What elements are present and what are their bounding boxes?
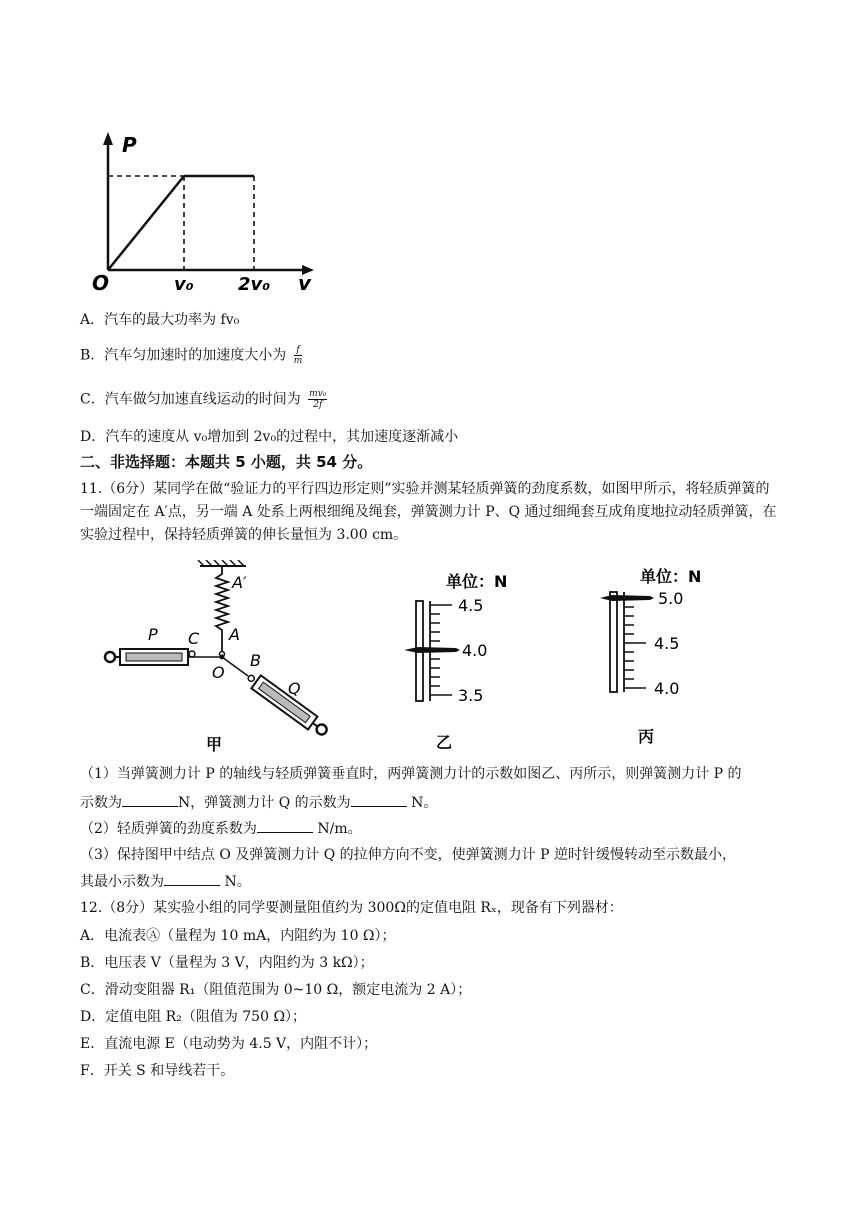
q11-part2 bbox=[80, 818, 362, 839]
label-o: O bbox=[212, 663, 225, 682]
spring-scale-p bbox=[105, 649, 198, 665]
q12-item-c: C．滑动变阻器 R₁（阻值范围为 0~10 Ω，额定电流为 2 A）； bbox=[80, 982, 472, 998]
ramp-line bbox=[108, 176, 184, 270]
option-c bbox=[80, 389, 330, 410]
label-b: B bbox=[250, 651, 261, 670]
label-a: A bbox=[229, 625, 240, 644]
label-c: C bbox=[188, 629, 200, 648]
q11-part3-text-a: 其最小示数为 bbox=[80, 874, 164, 890]
string-ob bbox=[222, 657, 248, 676]
scale-body-bing bbox=[610, 592, 617, 692]
q11-part1-line2 bbox=[80, 792, 437, 813]
fraction-num: mv₀ bbox=[309, 389, 327, 399]
fraction-num: f bbox=[294, 345, 303, 356]
answer-blank-k[interactable] bbox=[257, 818, 313, 833]
q12-item-b: B．电压表 V（量程为 3 V，内阻约为 3 kΩ）； bbox=[80, 955, 374, 971]
figure-jia bbox=[96, 560, 336, 760]
option-a: A．汽车的最大功率为 fv₀ bbox=[80, 312, 240, 328]
tick-label-yi-2: 4.0 bbox=[462, 641, 488, 660]
section-heading: 二、非选择题：本题共 5 小题，共 54 分。 bbox=[80, 453, 373, 471]
q11-stem: 11.（6分）某同学在做“验证力的平行四边形定则”实验并测某轻质弹簧的劲度系数，如图甲所示，将轻质弹簧的一端固定在 A′点，另一端 A 处系上两根细绳及绳套，弹簧测力计 P、Q 通过细绳套互成角度地拉动轻质弹簧，在实验过程中，保持轻质弹簧的伸长量恒为 3.00 cm。 bbox=[80, 481, 777, 543]
q11-part1-text-a: 示数为 bbox=[80, 795, 122, 811]
pointer-yi bbox=[404, 647, 460, 653]
scale-ticks-bing bbox=[624, 598, 646, 688]
figure-yi bbox=[396, 565, 536, 755]
fraction-mv0-over-2f bbox=[308, 389, 327, 410]
q11-part1-text-c: N。 bbox=[406, 795, 438, 811]
label-p: P bbox=[148, 625, 158, 644]
tick-label-yi-3: 3.5 bbox=[458, 686, 484, 705]
tick-2v0: 2v₀ bbox=[238, 274, 271, 295]
label-q: Q bbox=[288, 679, 301, 698]
q11-part2-text-b: N/m。 bbox=[312, 821, 362, 837]
q12-item-f: F．开关 S 和导线若干。 bbox=[80, 1063, 235, 1079]
fraction-den: 2f bbox=[313, 400, 323, 410]
answer-blank-min[interactable] bbox=[164, 871, 220, 886]
tick-label-bing-3: 4.0 bbox=[654, 679, 680, 698]
q11-part3-text-b: N。 bbox=[220, 874, 251, 890]
option-b-text: B．汽车匀加速时的加速度大小为 bbox=[80, 347, 287, 364]
y-axis-label: P bbox=[122, 133, 137, 157]
light-spring bbox=[216, 566, 228, 652]
pointer-bing bbox=[600, 595, 654, 601]
fraction-f-over-m bbox=[294, 345, 303, 366]
figure-label-jia: 甲 bbox=[206, 735, 223, 754]
option-d: D．汽车的速度从 v₀增加到 2v₀的过程中，其加速度逐渐减小 bbox=[80, 429, 459, 445]
option-b bbox=[80, 345, 305, 366]
ceiling-mount bbox=[198, 560, 246, 566]
unit-label-bing: 单位：N bbox=[640, 567, 702, 586]
unit-label-yi: 单位：N bbox=[446, 572, 508, 591]
q11-part3-line2 bbox=[80, 871, 251, 892]
origin-label: O bbox=[92, 271, 110, 295]
tick-label-yi-1: 4.5 bbox=[458, 596, 484, 615]
figure-label-yi: 乙 bbox=[436, 733, 453, 752]
x-axis-label: v bbox=[298, 271, 312, 295]
answer-blank-q[interactable] bbox=[351, 792, 407, 807]
q11-part2-text-a: （2）轻质弹簧的劲度系数为 bbox=[80, 821, 257, 837]
label-a-prime: A′ bbox=[232, 573, 247, 592]
figure-bing bbox=[598, 562, 748, 752]
tick-label-bing-1: 5.0 bbox=[658, 589, 684, 608]
option-c-text: C．汽车做匀加速直线运动的时间为 bbox=[80, 391, 301, 408]
tick-label-bing-2: 4.5 bbox=[654, 634, 680, 653]
power-velocity-graph bbox=[86, 120, 326, 295]
q11-part3-line1: （3）保持图甲中结点 O 及弹簧测力计 Q 的拉伸方向不变，使弹簧测力计 P 逆时针缓慢转动至示数最小， bbox=[80, 847, 736, 863]
q11-part1-line1: （1）当弹簧测力计 P 的轴线与轻质弹簧垂直时，两弹簧测力计的示数如图乙、丙所示，则弹簧测力计 P 的 bbox=[80, 766, 742, 782]
q12-item-a: A．电流表Ⓐ（量程为 10 mA，内阻约为 10 Ω）； bbox=[80, 928, 396, 944]
answer-blank-p[interactable] bbox=[122, 792, 178, 807]
q12-stem: 12.（8分）某实验小组的同学要测量阻值约为 300Ω的定值电阻 Rₓ，现备有下列器材： bbox=[80, 900, 623, 916]
figure-label-bing: 丙 bbox=[638, 727, 655, 746]
q12-item-d: D．定值电阻 R₂（阻值为 750 Ω）； bbox=[80, 1009, 307, 1025]
y-axis-arrow bbox=[103, 132, 113, 145]
q11-part1-text-b: N，弹簧测力计 Q 的示数为 bbox=[178, 795, 351, 811]
q12-item-e: E．直流电源 E（电动势为 4.5 V，内阻不计）； bbox=[80, 1036, 378, 1052]
tick-v0: v₀ bbox=[174, 274, 194, 295]
fraction-den: m bbox=[293, 356, 303, 366]
